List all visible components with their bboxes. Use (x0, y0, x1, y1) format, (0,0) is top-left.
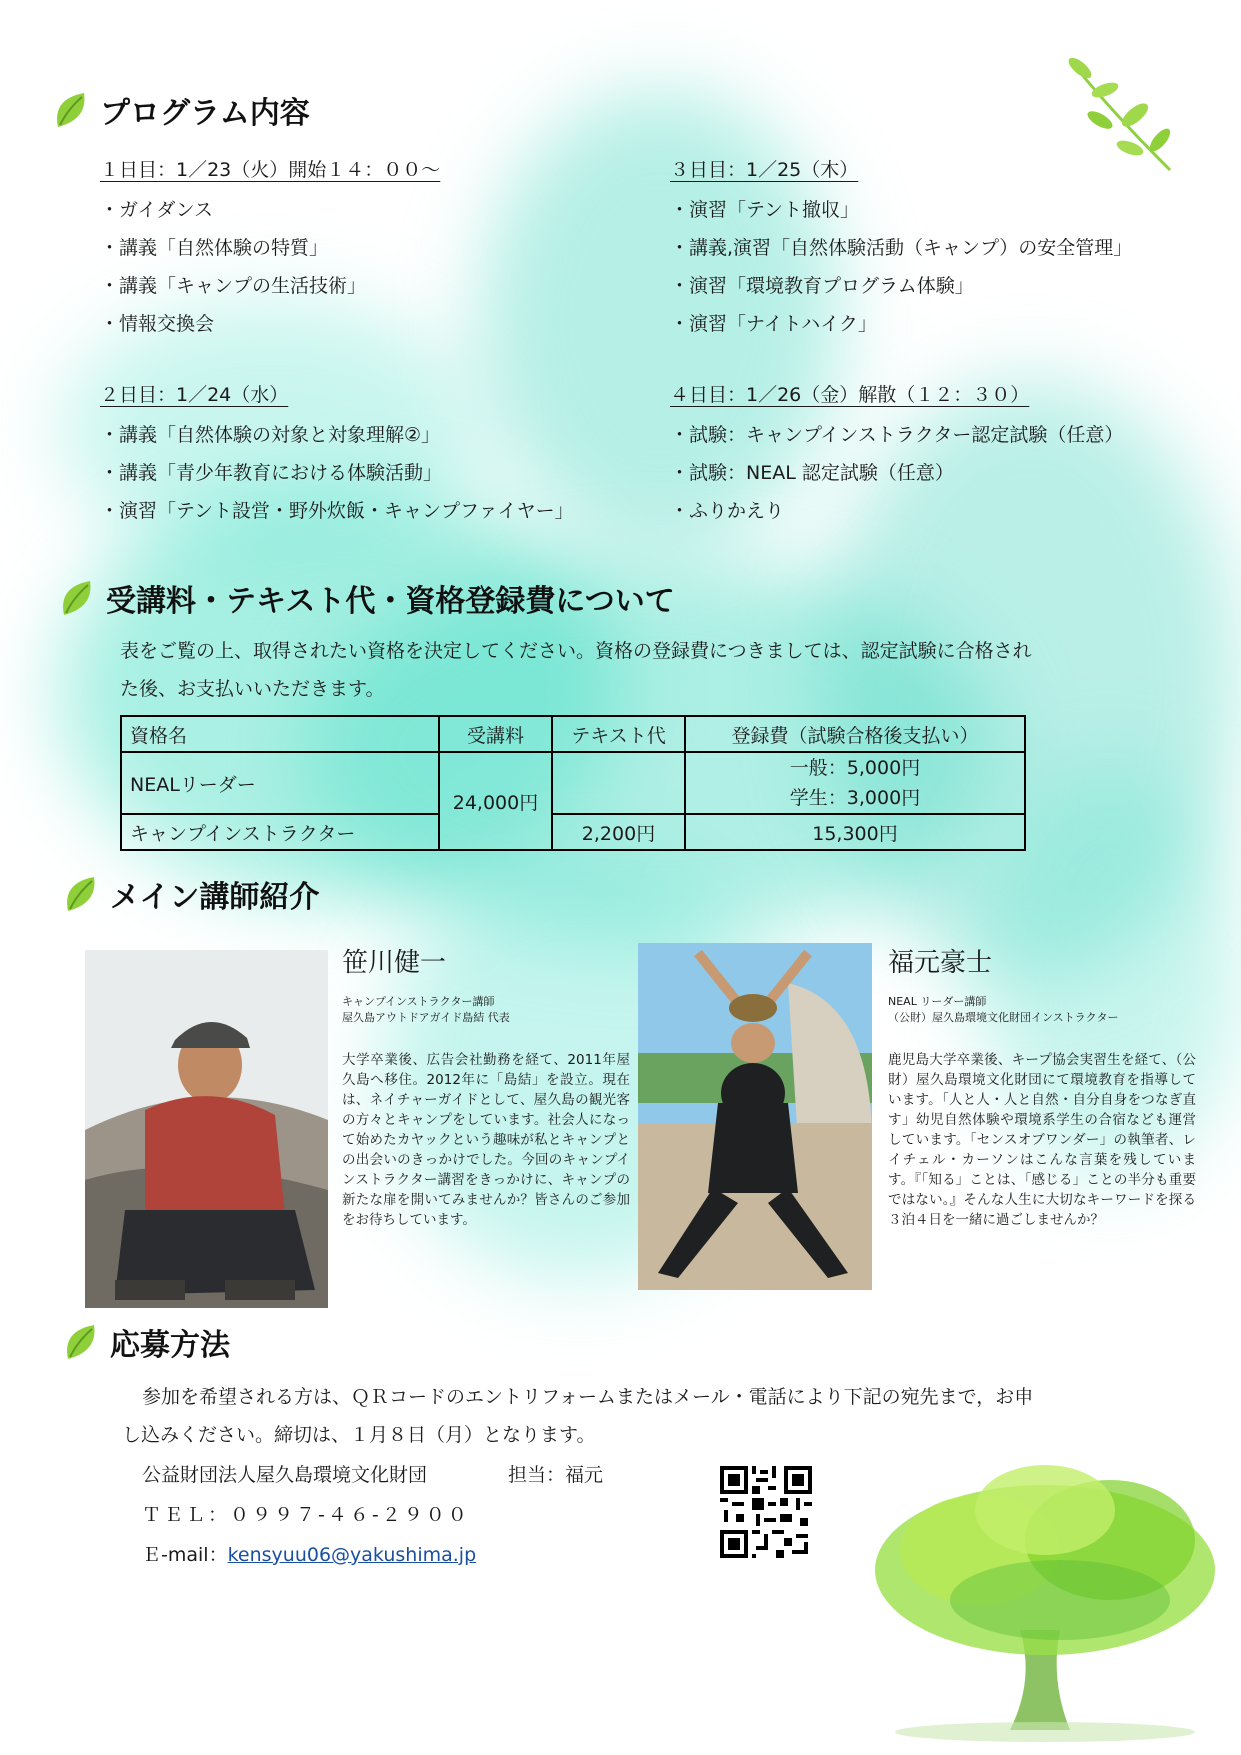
table-cell: 24,000円 (439, 752, 552, 850)
fees-heading: 受講料・テキスト代・資格登録費について (58, 576, 675, 620)
day-4 (670, 380, 1123, 530)
header-cell: テキスト代 (552, 716, 685, 752)
table-row (121, 814, 1025, 850)
organization-name: 公益財団法人屋久島環境文化財団 (142, 1464, 428, 1486)
table-row (121, 716, 1025, 752)
email-link[interactable]: kensyuu06@yakushima.jp (227, 1544, 477, 1566)
table-cell (552, 752, 685, 814)
table-cell: NEALリーダー (121, 752, 439, 814)
fees-intro: 表をご覧の上、取得されたい資格を決定してください。資格の登録費につきましては、認定試験に合格され た後、お支払いいただきます。 (120, 640, 1032, 700)
apply-heading: 応募方法 (62, 1320, 230, 1364)
day-2 (100, 380, 574, 530)
instructor-role: 屋久島アウトドアガイド島結 代表 (342, 1011, 510, 1024)
list-item: ・試験：キャンプインストラクター認定試験（任意） (670, 424, 1124, 446)
list-item: ・講義,演習「自然体験活動（キャンプ）の安全管理」 (670, 237, 1133, 259)
table-cell: キャンプインストラクター (121, 814, 439, 850)
list-item: ・試験：NEAL 認定試験（任意） (670, 462, 954, 484)
qr-code[interactable] (720, 1466, 812, 1558)
list-item: ・講義「自然体験の特質」 (100, 237, 329, 259)
instructor-role: NEAL リーダー講師 (888, 995, 987, 1008)
list-item: ・ガイダンス (100, 199, 214, 221)
instructor-bio: 大学卒業後、広告会社勤務を経て、2011年屋久島へ移住。2012年に「島結」を設立。現在は、ネイチャーガイドとして、屋久島の観光客の方々とキャンプをしています。社会人になって始めたカヤックという趣味が私とキャンプとの出会いのきっかけでした。今回のキャンプインストラクター講習をきっかけに、キャンプの新たな扉を開いてみませんか？皆さんのご参加をお待ちしています。 (342, 1052, 630, 1228)
instructor-role: （公財）屋久島環境文化財団インストラクター (888, 1011, 1119, 1024)
instructor-bio: 鹿児島大学卒業後、キープ協会実習生を経て、（公財）屋久島環境文化財団にて環境教育を指導しています。「人と人・人と自然・自分自身をつなぎ直す」幼児自然体験や環境系学生の合宿なども運営しています。「センスオブワンダー」の執筆者、レイチェル・カーソンはこんな言葉を残しています。『「知る」ことは、「感じる」ことの半分も重要ではない。』そんな人生に大切なキーワードを探る３泊４日を一緒に過ごしませんか？ (888, 1052, 1196, 1228)
instructor-name: 笹川健一 (342, 948, 447, 978)
list-item: ・講義「キャンプの生活技術」 (100, 275, 367, 297)
leaf-icon (58, 577, 96, 619)
list-item: ・講義「自然体験の対象と対象理解②」 (100, 424, 441, 446)
list-item: ・ふりかえり (670, 500, 785, 522)
list-item: ・演習「テント撤収」 (670, 199, 860, 221)
list-item: ・情報交換会 (100, 313, 215, 335)
table-cell: 一般：5,000円 学生：3,000円 (685, 752, 1025, 814)
instructors-heading: メイン講師紹介 (62, 872, 319, 916)
contact-person: 担当：福元 (508, 1464, 604, 1486)
leaf-icon (52, 89, 90, 131)
day-3 (670, 155, 1132, 343)
table-cell: 2,200円 (552, 814, 685, 850)
telephone: ＴＥＬ：０９９７-４６-２９００ (142, 1504, 470, 1526)
day-title: １日目：1／23（火）開始１４：００～ (100, 159, 441, 181)
header-cell: 受講料 (439, 716, 552, 752)
list-item: ・演習「環境教育プログラム体験」 (670, 275, 974, 297)
leaf-icon (62, 873, 100, 915)
list-item: ・演習「ナイトハイク」 (670, 313, 877, 335)
tree-illustration (860, 1440, 1230, 1745)
header-cell: 資格名 (121, 716, 439, 752)
table-row (121, 752, 1025, 814)
instructor-role: キャンプインストラクター講師 (342, 995, 495, 1008)
header-cell: 登録費（試験合格後支払い） (685, 716, 1025, 752)
day-title: ４日目：1／26（金）解散（１２：３０） (670, 384, 1030, 406)
table-cell: 15,300円 (685, 814, 1025, 850)
apply-text: 参加を希望される方は、ＱＲコードのエントリフォームまたはメール・電話により下記の宛先まで，お申 し込みください。締切は、１月８日（月）となります。 (122, 1386, 1034, 1446)
day-title: ２日目：1／24（水） (100, 384, 289, 406)
instructor-photo (85, 950, 328, 1308)
instructor-name: 福元豪士 (888, 948, 993, 978)
email-line: Ｅ-mail：kensyuu06@yakushima.jp (142, 1544, 477, 1566)
leaf-icon (62, 1321, 100, 1363)
list-item: ・演習「テント設営・野外炊飯・キャンプファイヤー」 (100, 500, 574, 522)
list-item: ・講義「青少年教育における体験活動」 (100, 462, 443, 484)
program-heading: プログラム内容 (52, 88, 310, 132)
instructor-photo (638, 943, 872, 1290)
day-1 (100, 155, 440, 343)
day-title: ３日目：1／25（木） (670, 159, 859, 181)
fee-table (120, 715, 1026, 851)
